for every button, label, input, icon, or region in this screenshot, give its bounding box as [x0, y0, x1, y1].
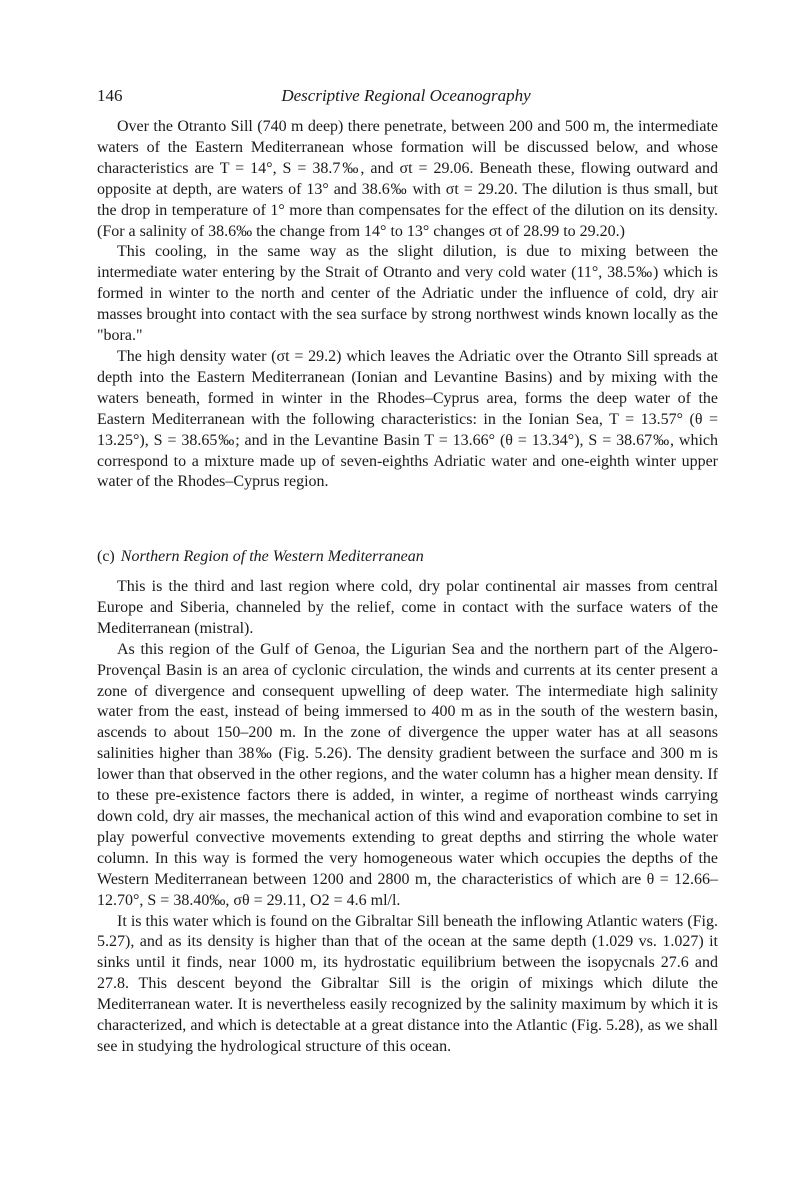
text-block-before-section — [97, 117, 718, 493]
section-heading — [97, 547, 718, 567]
page-header — [97, 86, 715, 110]
paragraph: This cooling, in the same way as the slight dilution, is due to mixing between the intermediate water entering by the Strait of Otranto and very cold water (11°, 38.5‰) which is formed in winter to the north and center of the Adriatic under the influence of cold, dry air masses brought into contact with the sea surface by strong northwest winds known locally as the "bora." — [97, 243, 718, 345]
paragraph: Over the Otranto Sill (740 m deep) there penetrate, between 200 and 500 m, the intermediate waters of the Eastern Mediterranean whose formation will be discussed below, and whose characteristics are T = 14°, S = 38.7‰, and σt = 29.06. Beneath these, flowing outward and opposite at depth, are waters of 13° and 38.6‰ with σt = 29.20. The dilution is thus small, but the drop in temperature of 1° more than compensates for the effect of the dilution on its density. (For a salinity of 38.6‰ the change from 14° to 13° changes σt of 28.99 to 29.20.) — [97, 118, 718, 240]
page-number: 146 — [97, 86, 123, 105]
section-title: Northern Region of the Western Mediterranean — [120, 548, 424, 565]
running-title: Descriptive Regional Oceanography — [281, 86, 531, 105]
paragraph: It is this water which is found on the Gibraltar Sill beneath the inflowing Atlantic waters (Fig. 5.27), and as its density is higher than that of the ocean at the same depth (1.029 vs. 1.027) it sinks until it finds, near 1000 m, its hydrostatic equilibrium between the isopycnals 27.6 and 27.8. This descent beyond the Gibraltar Sill is the origin of mixings which dilute the Mediterranean water. It is nevertheless easily recognized by the salinity maximum by which it is characterized, and which is detectable at a great distance into the Atlantic (Fig. 5.28), as we shall see in studying the hydrological structure of this ocean. — [97, 912, 718, 1055]
section-label: (c) — [97, 548, 115, 565]
text-block-after-section — [97, 577, 718, 1058]
paragraph: The high density water (σt = 29.2) which leaves the Adriatic over the Otranto Sill spreads at depth into the Eastern Mediterranean (Ionian and Levantine Basins) and by mixing with the waters beneath, formed in winter in the Rhodes–Cyprus area, forms the deep water of the Eastern Mediterranean with the following characteristics: in the Ionian Sea, T = 13.57° (θ = 13.25°), S = 38.65‰; and in the Levantine Basin T = 13.66° (θ = 13.34°), S = 38.67‰, which correspond to a mixture made up of seven-eighths Adriatic water and one-eighth winter upper water of the Rhodes–Cyprus region. — [97, 347, 718, 491]
paragraph: As this region of the Gulf of Genoa, the Ligurian Sea and the northern part of the Algero-Provençal Basin is an area of cyclonic circulation, the winds and currents at its center present a zone of divergence and consequent upwelling of deep water. The intermediate high salinity water from the east, instead of being immersed to 400 m as in the south of the western basin, ascends to about 150–200 m. In the zone of divergence the upper water has at all seasons salinities higher than 38‰ (Fig. 5.26). The density gradient between the surface and 300 m is lower than that observed in the other regions, and the water column has a higher mean density. If to these pre-existence factors there is added, in winter, a regime of northeast winds carrying down cold, dry air masses, the mechanical action of this wind and evaporation combine to set in play powerful convective movements extending to great depths and stirring the whole water column. In this way is formed the very homogeneous water which occupies the depths of the Western Mediterranean between 1200 and 2800 m, the characteristics of which are θ = 12.66–12.70°, S = 38.40‰, σθ = 29.11, O2 = 4.6 ml/l. — [97, 640, 718, 909]
paragraph: This is the third and last region where cold, dry polar continental air masses from central Europe and Siberia, channeled by the relief, come in contact with the surface waters of the Mediterranean (mistral). — [97, 578, 718, 637]
